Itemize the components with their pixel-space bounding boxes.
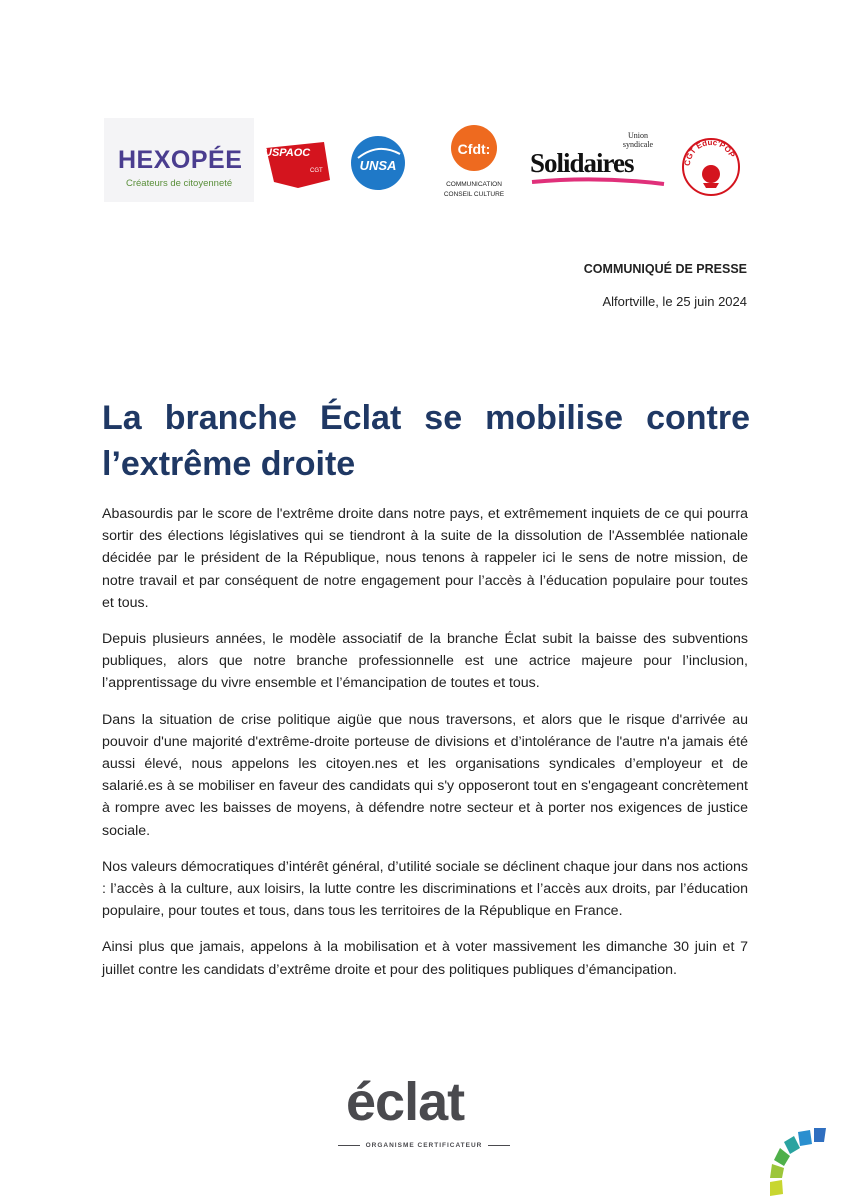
uspaoc-wordmark: USPAOC bbox=[264, 147, 311, 159]
solidaires-wordmark: Solidaires bbox=[530, 148, 634, 178]
cfdt-logo bbox=[442, 124, 506, 204]
press-release-body bbox=[102, 503, 748, 995]
cgt-educpop-wordmark: CGT Educ'POP bbox=[682, 137, 737, 167]
unsa-wordmark: UNSA bbox=[359, 158, 397, 173]
solidaires-prefix-2: syndicale bbox=[622, 140, 654, 149]
paragraph: Ainsi plus que jamais, appelons à la mobilisation et à voter massivement les dimanche 30 juin et 7 juillet contre les candidats d’extrême droite et pour des politiques publiques d’émancipation. bbox=[102, 939, 748, 978]
cfdt-line2: CONSEIL CULTURE bbox=[443, 191, 505, 198]
divider bbox=[488, 1145, 510, 1146]
hexopee-logo bbox=[104, 118, 254, 202]
paragraph: Dans la situation de crise politique aigüe que nous traversons, et alors que le risque d'arrivée au pouvoir d'une majorité d'extrême-droite porteuse de divisions et d’intolérance de l'autre n'a jamais été aussi élevé, nous appelons les citoyen.nes et les organisations syndicales d’employeur et de salarié.es à se mobiliser en faveur des candidats qui s'y opposeront tout en s'engageant concrètement à rompre avec les baisses de moyens, à défendre notre secteur et à porter nos exigences de justice sociale. bbox=[102, 711, 748, 839]
dateline: Alfortville, le 25 juin 2024 bbox=[602, 294, 747, 309]
eclat-logo bbox=[332, 1058, 516, 1166]
partner-logos-row bbox=[100, 110, 750, 210]
hexopee-tagline: Créateurs de citoyenneté bbox=[126, 178, 233, 189]
cfdt-line1: COMMUNICATION bbox=[446, 181, 502, 188]
cfdt-wordmark: Cfdt: bbox=[457, 141, 491, 157]
eclat-subtitle: ORGANISME CERTIFICATEUR bbox=[365, 1142, 483, 1149]
hexopee-wordmark: HEXOPÉE bbox=[118, 146, 243, 174]
press-release-label: COMMUNIQUÉ DE PRESSE bbox=[583, 262, 747, 276]
eclat-wordmark: éclat bbox=[346, 1072, 465, 1132]
solidaires-logo bbox=[528, 128, 668, 192]
paragraph: Depuis plusieurs années, le modèle associatif de la branche Éclat subit la baisse des subventions publiques, alors que notre branche professionnelle est une actrice majeure pour l’inclusion, l’apprentissage du vivre ensemble et l’émancipation de toutes et tous. bbox=[102, 631, 748, 692]
paragraph: Abasourdis par le score de l'extrême droite dans notre pays, et extrêmement inquiets de ce qui pourra sortir des élections législatives qui se tiendront à la suite de la dissolution de l'Assemblée nationale décidée par le président de la République, nous tenons à rappeler ici le sens de notre mission, de notre travail et par conséquent de notre engagement pour l’accès à l’éducation populaire pour toutes et tous. bbox=[102, 506, 748, 611]
unsa-logo bbox=[348, 132, 408, 194]
uspaoc-logo bbox=[260, 136, 340, 192]
page-title: La branche Éclat se mobilise contre l’extrême droite bbox=[102, 399, 750, 483]
solidaires-prefix-1: Union bbox=[628, 131, 648, 140]
cgt-educpop-logo bbox=[680, 136, 742, 198]
paragraph: Nos valeurs démocratiques d’intérêt général, d’utilité sociale se déclinent chaque jour dans nos actions : l’accès à la culture, aux loisirs, la lutte contre les discriminations et l’accès aux droits, par l’éducation populaire, pour toutes et tous, dans tous les territoires de la République en France. bbox=[102, 858, 748, 920]
eclat-corner-rays-icon bbox=[766, 1120, 849, 1200]
uspaoc-sub: CGT bbox=[310, 168, 323, 174]
